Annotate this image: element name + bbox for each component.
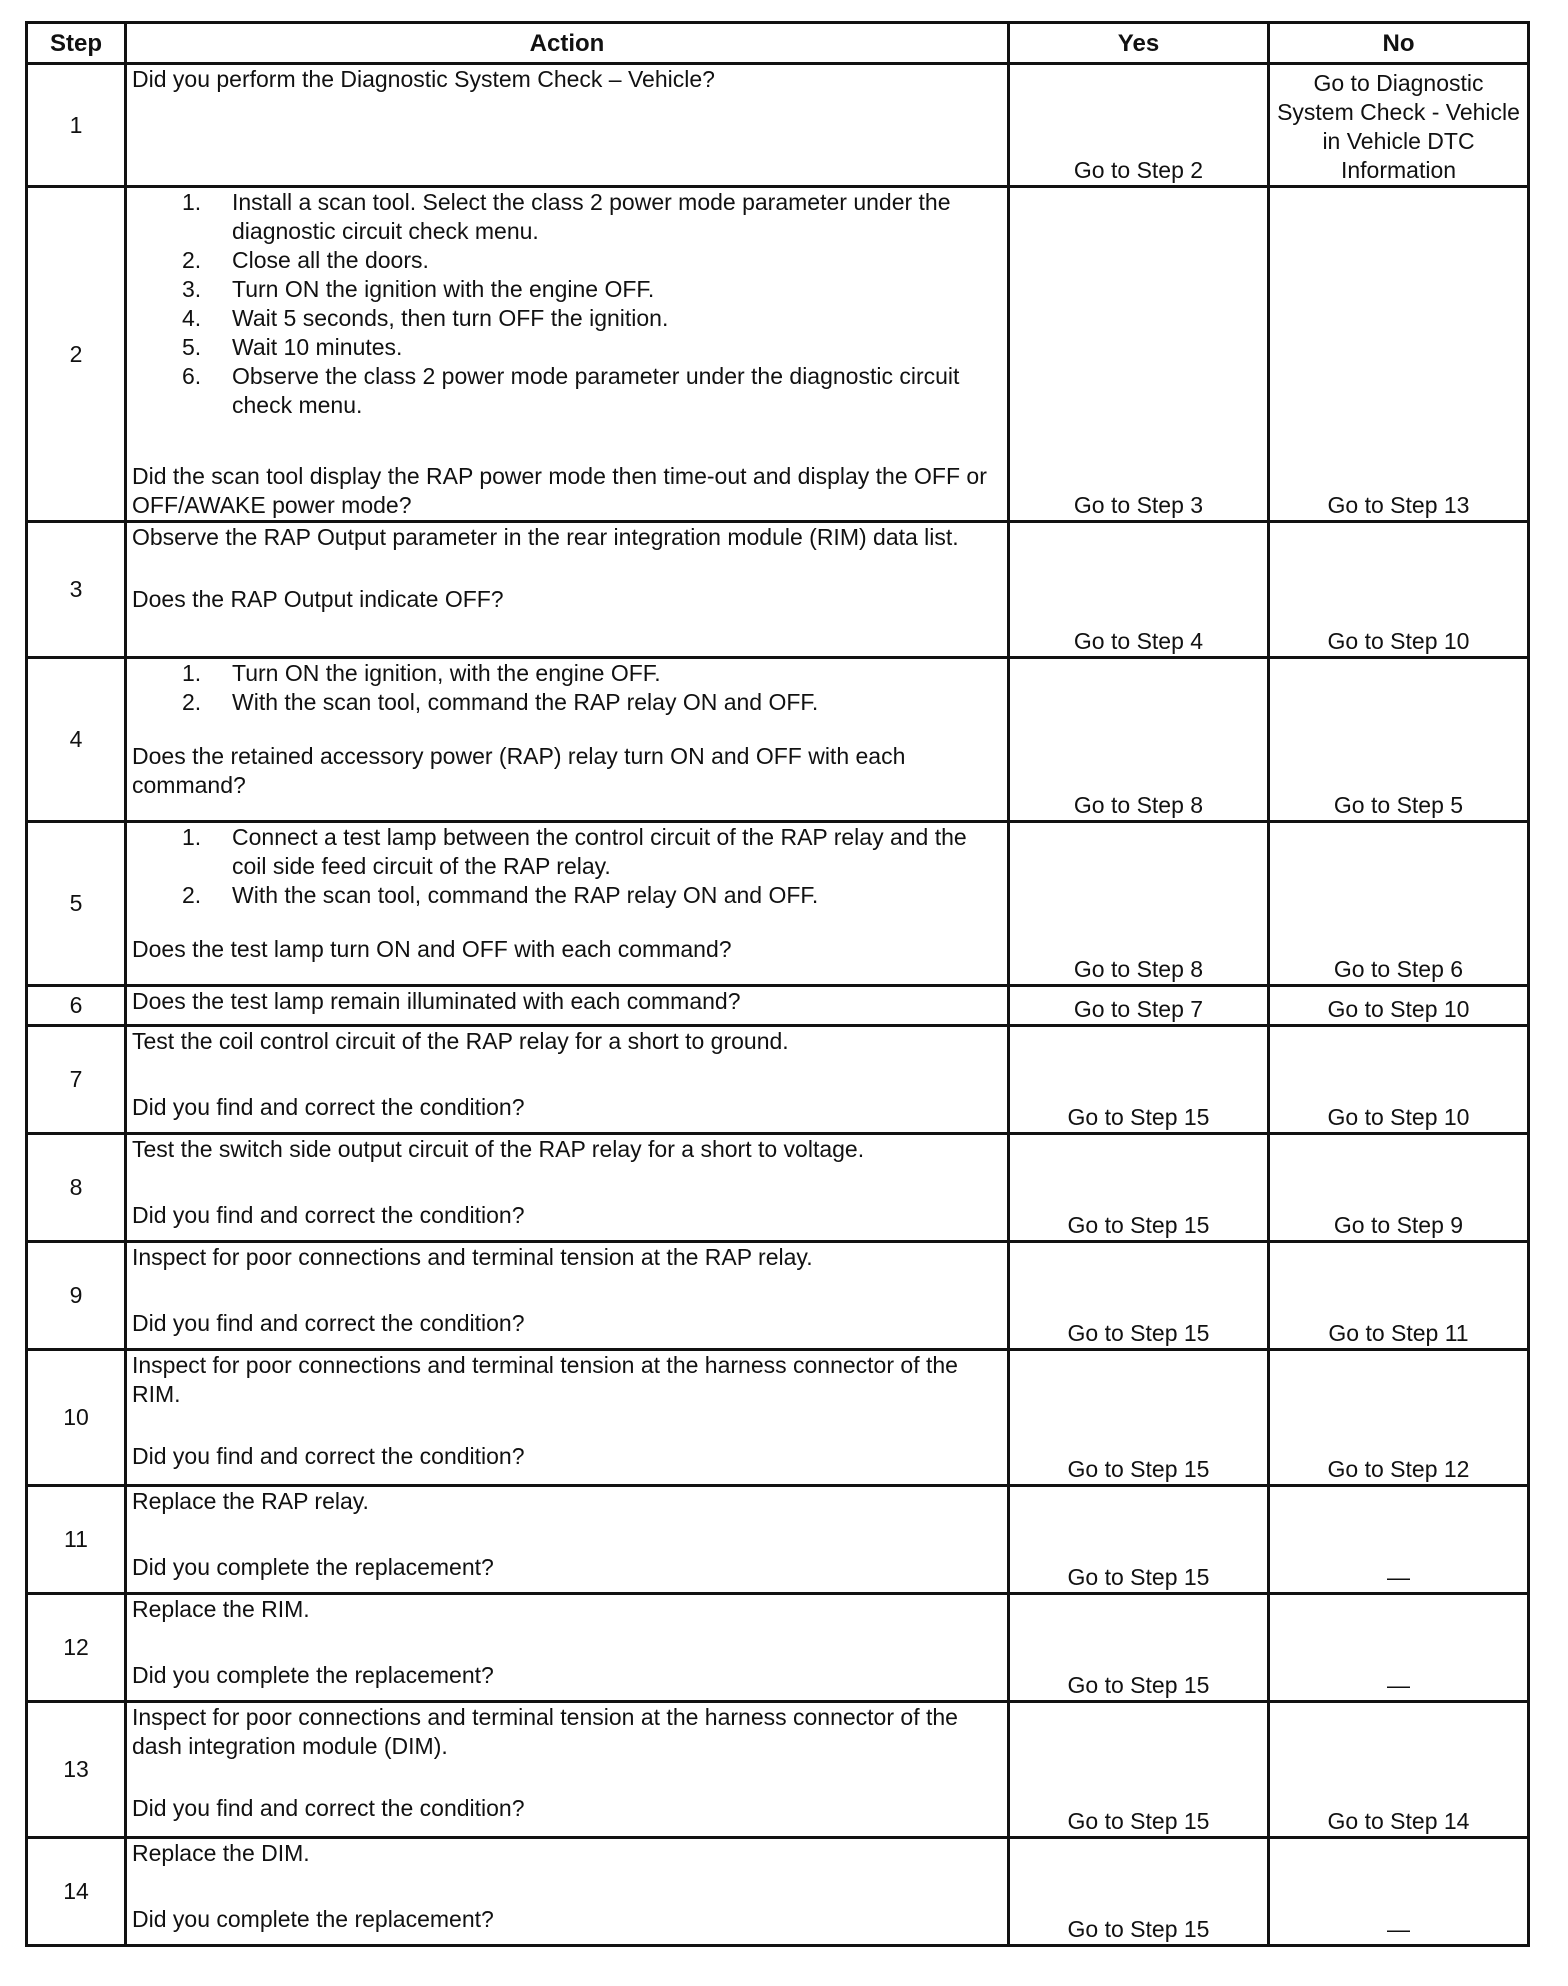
step-number: 2 — [27, 187, 126, 522]
no-result: Go to Step 9 — [1269, 1134, 1529, 1242]
table-row — [27, 1702, 1529, 1838]
spacer — [132, 1624, 1002, 1661]
no-result: Go to Step 10 — [1269, 986, 1529, 1026]
yes-result: Go to Step 3 — [1009, 187, 1269, 522]
step-number: 11 — [27, 1486, 126, 1594]
action-cell — [126, 64, 1009, 187]
action-question: Did the scan tool display the RAP power mode then time-out and display the OFF or OFF/AWAKE power mode? — [132, 463, 987, 518]
table-row — [27, 1594, 1529, 1702]
yes-result: Go to Step 15 — [1009, 1026, 1269, 1134]
spacer — [132, 1516, 1002, 1553]
no-result: — — [1269, 1838, 1529, 1946]
yes-result: Go to Step 15 — [1009, 1838, 1269, 1946]
yes-result: Go to Step 2 — [1009, 64, 1269, 187]
step-number: 12 — [27, 1594, 126, 1702]
step-number: 4 — [27, 658, 126, 822]
substep-item — [132, 304, 1002, 333]
diagnostic-table — [25, 21, 1530, 1947]
spacer — [132, 910, 1002, 935]
step-number: 3 — [27, 522, 126, 658]
yes-result: Go to Step 15 — [1009, 1486, 1269, 1594]
action-cell — [126, 1026, 1009, 1134]
header-no: No — [1269, 23, 1529, 64]
table-row — [27, 658, 1529, 822]
yes-result: Go to Step 15 — [1009, 1242, 1269, 1350]
substep-number: 4. — [182, 305, 202, 331]
action-question: Did you complete the replacement? — [132, 1554, 494, 1580]
substep-number: 5. — [182, 334, 202, 360]
substep-item — [132, 275, 1002, 304]
action-cell — [126, 1702, 1009, 1838]
substep-text: Turn ON the ignition, with the engine OFF. — [232, 660, 661, 686]
substep-number: 2. — [182, 247, 202, 273]
substep-item — [132, 246, 1002, 275]
action-question: Does the test lamp remain illuminated with each command? — [132, 988, 741, 1014]
action-question: Did you find and correct the condition? — [132, 1795, 525, 1821]
action-question: Did you find and correct the condition? — [132, 1094, 525, 1120]
table-row — [27, 986, 1529, 1026]
table-row — [27, 187, 1529, 522]
yes-result: Go to Step 15 — [1009, 1350, 1269, 1486]
spacer — [132, 420, 1002, 462]
no-result: Go to Step 12 — [1269, 1350, 1529, 1486]
action-instruction: Observe the RAP Output parameter in the rear integration module (RIM) data list. — [132, 524, 959, 550]
action-cell — [126, 658, 1009, 822]
table-row — [27, 64, 1529, 187]
substep-number: 1. — [182, 824, 202, 850]
substep-text: Connect a test lamp between the control circuit of the RAP relay and the coil side feed circuit of the RAP relay. — [232, 824, 967, 879]
step-number: 9 — [27, 1242, 126, 1350]
spacer — [132, 1056, 1002, 1093]
substep-item — [132, 823, 1002, 881]
step-number: 1 — [27, 64, 126, 187]
action-cell — [126, 1242, 1009, 1350]
action-cell — [126, 986, 1009, 1026]
table-row — [27, 1838, 1529, 1946]
substep-number: 3. — [182, 276, 202, 302]
substep-text: With the scan tool, command the RAP relay ON and OFF. — [232, 689, 819, 715]
table-row — [27, 1486, 1529, 1594]
yes-result: Go to Step 15 — [1009, 1594, 1269, 1702]
action-instruction: Inspect for poor connections and terminal tension at the harness connector of the dash integration module (DIM). — [132, 1704, 958, 1759]
header-yes: Yes — [1009, 23, 1269, 64]
substep-list — [132, 823, 1002, 910]
substep-number: 2. — [182, 882, 202, 908]
action-cell — [126, 187, 1009, 522]
substep-item — [132, 188, 1002, 246]
substep-number: 1. — [182, 660, 202, 686]
step-number: 7 — [27, 1026, 126, 1134]
step-number: 6 — [27, 986, 126, 1026]
header-row — [27, 23, 1529, 64]
action-question: Did you find and correct the condition? — [132, 1310, 525, 1336]
action-instruction: Inspect for poor connections and terminal tension at the harness connector of the RIM. — [132, 1352, 958, 1407]
substep-text: Wait 5 seconds, then turn OFF the ignition. — [232, 305, 669, 331]
spacer — [132, 1272, 1002, 1309]
step-number: 5 — [27, 822, 126, 986]
action-question: Did you complete the replacement? — [132, 1662, 494, 1688]
substep-number: 1. — [182, 189, 202, 215]
spacer — [132, 552, 1002, 585]
substep-item — [132, 362, 1002, 420]
action-cell — [126, 1134, 1009, 1242]
no-result: — — [1269, 1486, 1529, 1594]
action-cell — [126, 522, 1009, 658]
action-question: Did you find and correct the condition? — [132, 1202, 525, 1228]
table-body — [27, 64, 1529, 1946]
action-question: Did you perform the Diagnostic System Check – Vehicle? — [132, 66, 715, 92]
no-result: Go to Step 13 — [1269, 187, 1529, 522]
step-number: 13 — [27, 1702, 126, 1838]
substep-item — [132, 881, 1002, 910]
substep-text: Wait 10 minutes. — [232, 334, 403, 360]
header-action: Action — [126, 23, 1009, 64]
substep-number: 2. — [182, 689, 202, 715]
action-cell — [126, 1838, 1009, 1946]
no-result: Go to Step 10 — [1269, 1026, 1529, 1134]
yes-result: Go to Step 8 — [1009, 822, 1269, 986]
step-number: 14 — [27, 1838, 126, 1946]
table-row — [27, 822, 1529, 986]
yes-result: Go to Step 15 — [1009, 1702, 1269, 1838]
action-instruction: Test the coil control circuit of the RAP relay for a short to ground. — [132, 1028, 789, 1054]
table-row — [27, 1026, 1529, 1134]
substep-list — [132, 659, 1002, 717]
no-result: Go to Step 14 — [1269, 1702, 1529, 1838]
substep-text: With the scan tool, command the RAP relay ON and OFF. — [232, 882, 819, 908]
no-result: Go to Step 10 — [1269, 522, 1529, 658]
yes-result: Go to Step 8 — [1009, 658, 1269, 822]
substep-list — [132, 188, 1002, 420]
substep-item — [132, 688, 1002, 717]
action-question: Did you complete the replacement? — [132, 1906, 494, 1932]
step-number: 8 — [27, 1134, 126, 1242]
action-question: Does the retained accessory power (RAP) relay turn ON and OFF with each command? — [132, 743, 906, 798]
yes-result: Go to Step 7 — [1009, 986, 1269, 1026]
spacer — [132, 1164, 1002, 1201]
table-row — [27, 1350, 1529, 1486]
action-question: Does the RAP Output indicate OFF? — [132, 586, 504, 612]
action-cell — [126, 1350, 1009, 1486]
step-number: 10 — [27, 1350, 126, 1486]
action-instruction: Replace the DIM. — [132, 1840, 310, 1866]
spacer — [132, 1761, 1002, 1794]
substep-item — [132, 333, 1002, 362]
substep-text: Install a scan tool. Select the class 2 power mode parameter under the diagnostic circuit check menu. — [232, 189, 951, 244]
action-instruction: Inspect for poor connections and terminal tension at the RAP relay. — [132, 1244, 813, 1270]
action-question: Did you find and correct the condition? — [132, 1443, 525, 1469]
no-result: Go to Step 6 — [1269, 822, 1529, 986]
header-step: Step — [27, 23, 126, 64]
yes-result: Go to Step 4 — [1009, 522, 1269, 658]
table-row — [27, 522, 1529, 658]
action-instruction: Test the switch side output circuit of the RAP relay for a short to voltage. — [132, 1136, 865, 1162]
no-result: Go to Diagnostic System Check - Vehicle in Vehicle DTC Information — [1269, 64, 1529, 187]
substep-text: Turn ON the ignition with the engine OFF. — [232, 276, 655, 302]
spacer — [132, 717, 1002, 742]
no-result: Go to Step 5 — [1269, 658, 1529, 822]
substep-text: Observe the class 2 power mode parameter under the diagnostic circuit check menu. — [232, 363, 960, 418]
table-row — [27, 1134, 1529, 1242]
action-cell — [126, 1594, 1009, 1702]
substep-number: 6. — [182, 363, 202, 389]
table-row — [27, 1242, 1529, 1350]
action-question: Does the test lamp turn ON and OFF with each command? — [132, 936, 732, 962]
action-cell — [126, 1486, 1009, 1594]
action-instruction: Replace the RAP relay. — [132, 1488, 369, 1514]
action-instruction: Replace the RIM. — [132, 1596, 310, 1622]
substep-text: Close all the doors. — [232, 247, 429, 273]
no-result: Go to Step 11 — [1269, 1242, 1529, 1350]
action-cell — [126, 822, 1009, 986]
spacer — [132, 1409, 1002, 1442]
no-result: — — [1269, 1594, 1529, 1702]
substep-item — [132, 659, 1002, 688]
spacer — [132, 1868, 1002, 1905]
yes-result: Go to Step 15 — [1009, 1134, 1269, 1242]
